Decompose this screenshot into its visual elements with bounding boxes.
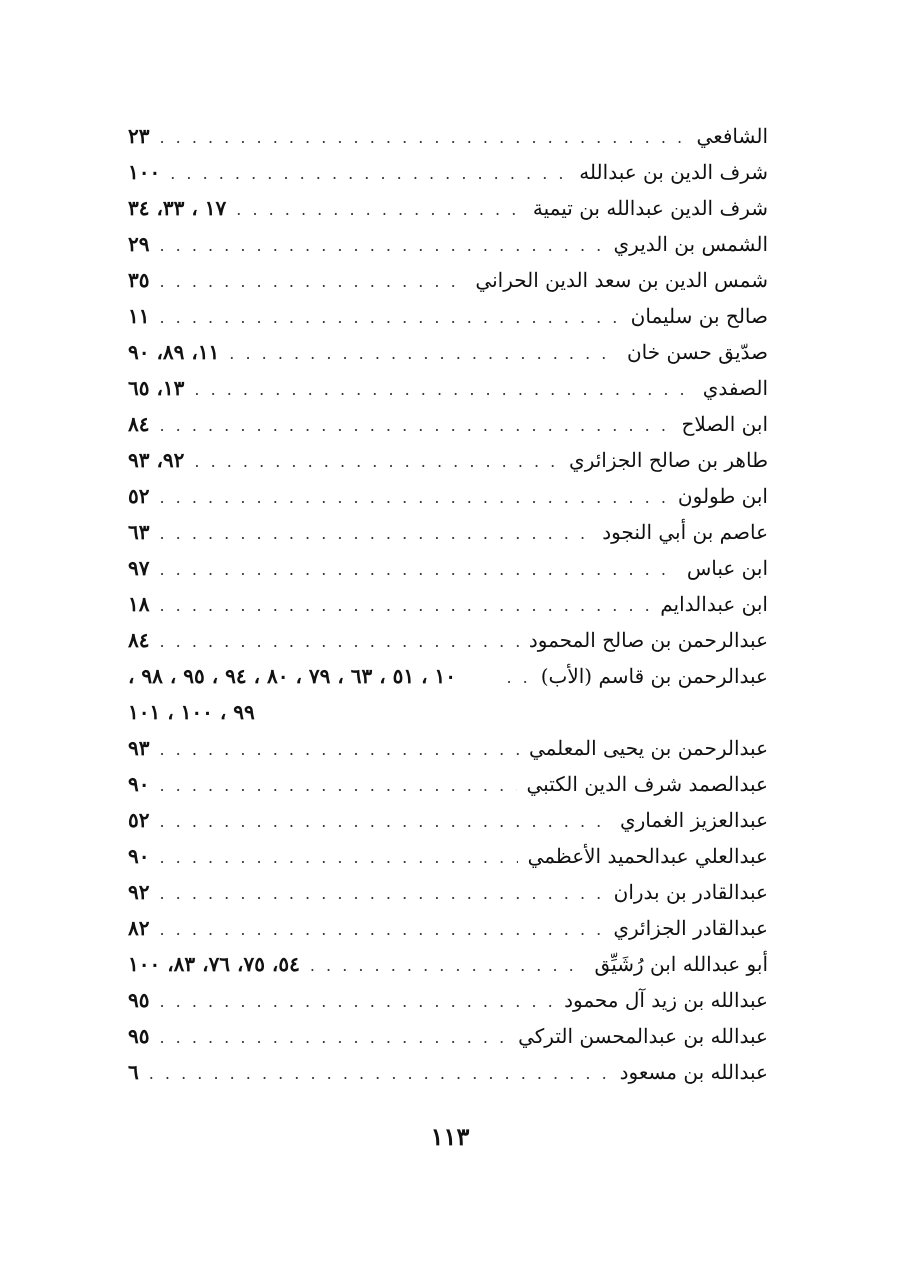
index-entry xyxy=(128,262,768,298)
entry-pages: ٨٤ xyxy=(128,412,150,436)
dot-leader xyxy=(159,480,667,516)
index-entry xyxy=(128,586,768,622)
index-entry xyxy=(128,190,768,226)
index-entry xyxy=(128,1054,768,1090)
entry-pages: ٩٧ xyxy=(128,556,150,580)
dot-leader xyxy=(159,264,465,300)
entry-name: الشافعي xyxy=(696,124,768,148)
dot-leader xyxy=(159,408,671,444)
entry-pages: ٦٣ xyxy=(128,520,150,544)
index-entry xyxy=(128,298,768,334)
dot-leader xyxy=(159,1020,508,1056)
index-entry xyxy=(128,514,768,550)
index-entry xyxy=(128,1018,768,1054)
index-list xyxy=(128,118,768,1090)
entry-pages: ٩٢ xyxy=(128,880,150,904)
index-entry xyxy=(128,838,768,874)
dot-leader xyxy=(159,804,609,840)
dot-leader xyxy=(194,372,692,408)
index-entry xyxy=(128,442,768,478)
dot-leader xyxy=(159,768,516,804)
entry-name: عبدالقادر بن بدران xyxy=(613,880,768,904)
index-entry xyxy=(128,370,768,406)
entry-pages: ٥٤، ٧٥، ٧٦، ٨٣، ١٠٠ xyxy=(128,952,300,976)
entry-pages: ٨٤ xyxy=(128,628,150,652)
index-entry xyxy=(128,226,768,262)
entry-name: ابن طولون xyxy=(677,484,768,508)
dot-leader xyxy=(194,444,559,480)
index-entry xyxy=(128,874,768,910)
entry-pages: ٢٣ xyxy=(128,124,150,148)
entry-name: شرف الدين بن عبدالله xyxy=(579,160,768,184)
index-entry xyxy=(128,154,768,190)
index-entry xyxy=(128,766,768,802)
entry-pages: ٣٥ xyxy=(128,268,150,292)
dot-leader xyxy=(159,732,518,768)
dot-leader xyxy=(159,588,650,624)
dot-leader xyxy=(159,120,686,156)
dot-leader xyxy=(159,912,603,948)
entry-pages: ١١، ٨٩، ٩٠ xyxy=(128,340,220,364)
dot-leader xyxy=(236,192,523,228)
entry-pages: ١٨ xyxy=(128,592,150,616)
index-entry xyxy=(128,946,768,982)
entry-pages: ٥٢ xyxy=(128,484,150,508)
entry-name: شرف الدين عبدالله بن تيمية xyxy=(532,196,768,220)
entry-name: عبدالعلي عبدالحميد الأعظمي xyxy=(527,844,768,868)
entry-pages: ٨٢ xyxy=(128,916,150,940)
entry-name: صالح بن سليمان xyxy=(630,304,768,328)
page-number: ١١٣ xyxy=(430,1122,470,1151)
entry-name: عبدالعزيز الغماري xyxy=(619,808,768,832)
index-entry xyxy=(128,658,768,694)
entry-name: عبدالرحمن بن يحيى المعلمي xyxy=(528,736,768,760)
entry-name: طاهر بن صالح الجزائري xyxy=(569,448,768,472)
entry-pages: ٩٠ xyxy=(128,772,150,796)
entry-name: عبدالصمد شرف الدين الكتبي xyxy=(526,772,768,796)
dot-leader xyxy=(159,624,518,660)
entry-pages: ١٠ ، ٥١ ، ٦٣ ، ٧٩ ، ٨٠ ، ٩٤ ، ٩٥ ، ٩٨ ، xyxy=(128,664,457,688)
index-entry xyxy=(128,730,768,766)
index-entry xyxy=(128,982,768,1018)
entry-pages: ١٣، ٦٥ xyxy=(128,376,185,400)
entry-pages: ٩٥ xyxy=(128,1024,150,1048)
index-entry xyxy=(128,118,768,154)
index-entry xyxy=(128,622,768,658)
index-entry xyxy=(128,406,768,442)
dot-leader xyxy=(466,660,531,696)
dot-leader xyxy=(149,1056,610,1092)
entry-pages: ٩٣ xyxy=(128,736,150,760)
entry-pages: ١٧ ، ٣٣، ٣٤ xyxy=(128,196,227,220)
index-entry xyxy=(128,478,768,514)
entry-name: أبو عبدالله ابن رُشَيِّق xyxy=(594,952,768,976)
entry-name: ابن عبدالدايم xyxy=(660,592,768,616)
entry-name: صدّيق حسن خان xyxy=(626,340,768,364)
index-entry-continuation xyxy=(128,694,768,730)
entry-name: الصفدي xyxy=(702,376,768,400)
entry-pages: ٥٢ xyxy=(128,808,150,832)
dot-leader xyxy=(310,948,585,984)
dot-leader xyxy=(159,228,603,264)
index-entry xyxy=(128,802,768,838)
entry-pages: ١١ xyxy=(128,304,150,328)
entry-name: ابن الصلاح xyxy=(681,412,768,436)
entry-name: عبدالقادر الجزائري xyxy=(613,916,768,940)
index-entry xyxy=(128,334,768,370)
dot-leader xyxy=(159,876,603,912)
entry-name: الشمس بن الديري xyxy=(613,232,768,256)
entry-name: عبدالله بن مسعود xyxy=(619,1060,768,1084)
dot-leader xyxy=(159,552,676,588)
entry-name: عبدالله بن عبدالمحسن التركي xyxy=(518,1024,768,1048)
entry-name: عاصم بن أبي النجود xyxy=(602,520,768,544)
dot-leader xyxy=(159,300,620,336)
entry-pages-continuation: ٩٩ ، ١٠٠ ، ١٠١ xyxy=(128,700,255,724)
entry-name: عبدالرحمن بن صالح المحمود xyxy=(528,628,768,652)
entry-pages: ٩٥ xyxy=(128,988,150,1012)
dot-leader xyxy=(159,516,592,552)
dot-leader xyxy=(159,840,517,876)
dot-leader xyxy=(170,156,569,192)
entry-pages: ٩٢، ٩٣ xyxy=(128,448,185,472)
index-entry xyxy=(128,910,768,946)
entry-name: عبدالله بن زيد آل محمود xyxy=(564,988,768,1012)
entry-name: شمس الدين بن سعد الدين الحراني xyxy=(475,268,768,292)
entry-name: عبدالرحمن بن قاسم (الأب) xyxy=(540,664,768,688)
entry-pages: ٢٩ xyxy=(128,232,150,256)
dot-leader xyxy=(159,984,554,1020)
index-entry xyxy=(128,550,768,586)
entry-pages: ٩٠ xyxy=(128,844,150,868)
dot-leader xyxy=(229,336,617,372)
entry-pages: ١٠٠ xyxy=(128,160,161,184)
entry-name: ابن عباس xyxy=(686,556,768,580)
entry-pages: ٦ xyxy=(128,1060,139,1084)
